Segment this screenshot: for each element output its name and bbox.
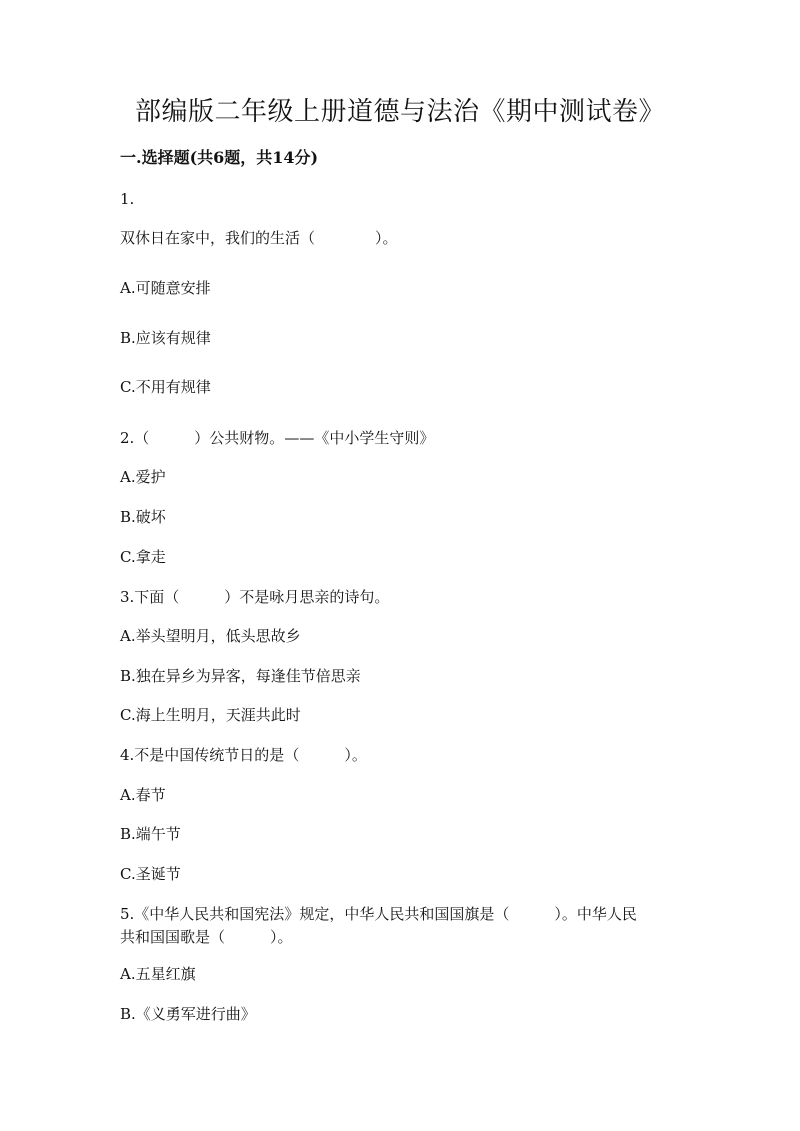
question-5-option-a: A.五星红旗	[120, 965, 196, 983]
question-2-stem: 2.（ ）公共财物。——《中小学生守则》	[120, 429, 435, 447]
question-1-option-a: A.可随意安排	[120, 279, 211, 297]
question-2-option-b: B.破坏	[120, 508, 166, 526]
question-3-option-a: A.举头望明月，低头思故乡	[120, 627, 301, 645]
question-3-option-b: B.独在异乡为异客，每逢佳节倍思亲	[120, 667, 361, 685]
question-5-option-b: B.《义勇军进行曲》	[120, 1005, 256, 1023]
question-4-stem: 4.不是中国传统节日的是（ ）。	[120, 746, 367, 764]
question-4-option-c: C.圣诞节	[120, 865, 181, 883]
question-3-option-c: C.海上生明月，天涯共此时	[120, 706, 301, 724]
question-2-option-c: C.拿走	[120, 548, 166, 566]
question-4-option-b: B.端午节	[120, 825, 181, 843]
question-3-stem: 3.下面（ ）不是咏月思亲的诗句。	[120, 588, 390, 606]
document-title: 部编版二年级上册道德与法治《期中测试卷》	[134, 97, 665, 127]
question-1-option-b: B.应该有规律	[120, 329, 211, 347]
question-1-stem: 双休日在家中，我们的生活（ ）。	[120, 229, 398, 247]
question-1-option-c: C.不用有规律	[120, 378, 211, 396]
question-5-stem-line-2: 共和国国歌是（ ）。	[120, 928, 293, 946]
question-2-option-a: A.爱护	[120, 468, 166, 486]
question-4-option-a: A.春节	[120, 786, 166, 804]
question-1-number: 1.	[120, 190, 135, 208]
question-5-stem-line-1: 5.《中华人民共和国宪法》规定，中华人民共和国国旗是（ ）。中华人民	[120, 905, 637, 923]
section-heading: 一.选择题(共6题，共14分)	[120, 148, 319, 167]
